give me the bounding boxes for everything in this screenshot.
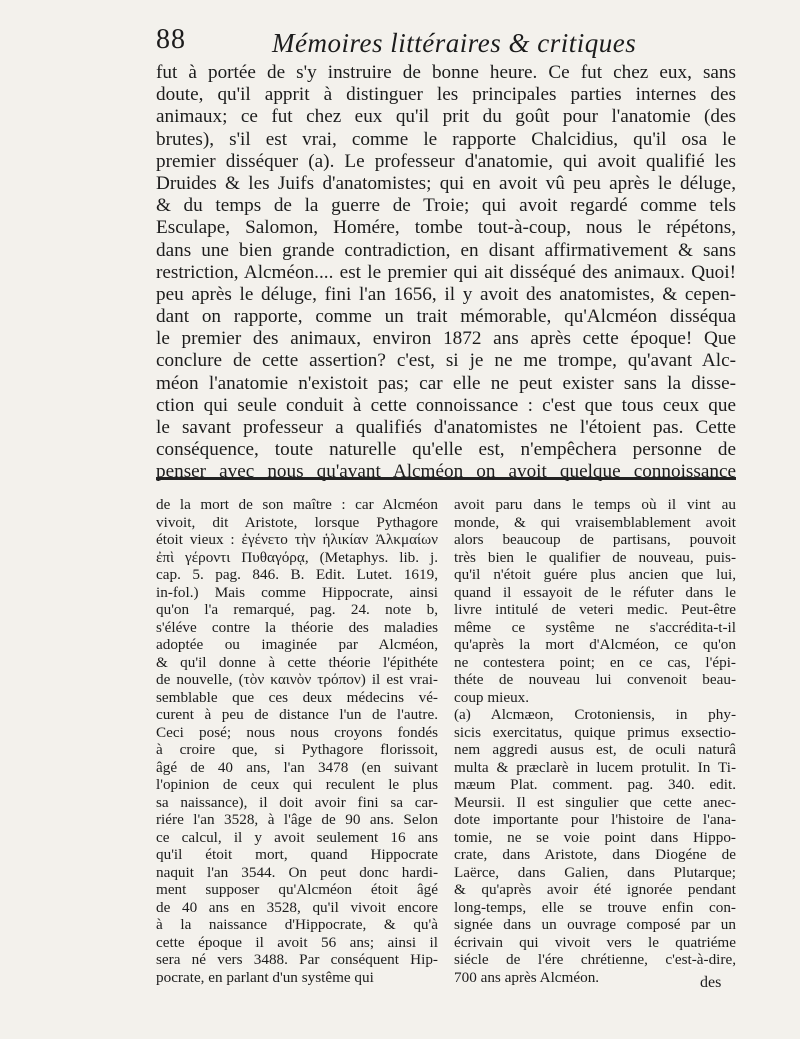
- footnote-line: à la naissance d'Hippocrate, & qu'à: [156, 916, 438, 933]
- footnote-line: nem aggredi ausus est, de oculi naturâ: [454, 741, 736, 758]
- main-text-line: dans une bien grande contradiction, en disant affirmativement & sans: [156, 239, 736, 261]
- main-text-line: animaux; ce fut chez eux qu'il prit du goût pour l'anatomie (des: [156, 106, 736, 128]
- footnote-line: de nouvelle, (τὸν καινὸν τρόπον) il est vrai-: [156, 671, 438, 688]
- footnote-line: écrivain qui vivoit vers le quatriéme: [454, 933, 736, 951]
- footnote-line: in-fol.) Mais comme Hippocrate, ainsi: [156, 583, 438, 601]
- footnote-line: sa naissance), il doit avoir fini sa car-: [156, 793, 438, 811]
- footnote-line: sicis exercitatus, quique primus exsectio-: [454, 723, 736, 741]
- main-text-line: le premier des animaux, environ 1872 ans après cette époque! Que: [156, 328, 736, 350]
- footnote-line: qu'après la mort d'Alcméon, ce qu'on: [454, 636, 736, 653]
- main-text-line: méon l'anatomie n'existoit pas; car elle ne peut exister sans la disse-: [156, 372, 736, 394]
- footnote-line: qu'il étoit mort, quand Hippocrate: [156, 846, 438, 863]
- footnote-line: alors beaucoup de partisans, pouvoit: [454, 531, 736, 548]
- main-text-line: doute, qu'il apprit à distinguer les principales parties internes des: [156, 84, 736, 106]
- footnote-line: & qu'il donne à cette théorie l'épithéte: [156, 653, 438, 671]
- footnote-column-left: [156, 496, 438, 986]
- footnote-line: Ceci posé; nous nous croyons fondés: [156, 723, 438, 741]
- footnote-line: avoit paru dans le temps où il vint au: [454, 496, 736, 513]
- footnote-line: pocrate, en parlant d'un systême qui: [156, 968, 374, 986]
- footnote-line: & qu'après avoir été ignorée pendant: [454, 881, 736, 898]
- footnote-line: à croire que, si Pythagore florissoit,: [156, 741, 438, 758]
- footnote-line: dote importante pour l'histoire de l'ana-: [454, 811, 736, 828]
- footnote-line: adoptée ou imaginée par Alcméon,: [156, 636, 438, 653]
- main-text-line: Esculape, Salomon, Homére, tombe tout-à-coup, nous le répétons,: [156, 217, 736, 239]
- main-text-line: premier disséquer (a). Le professeur d'anatomie, qui avoit qualifié les: [156, 150, 736, 172]
- footnote-line: de 40 ans en 3528, qu'il vivoit encore: [156, 898, 438, 916]
- footnote-line: même ce systême ne s'accrédita-t-il: [454, 618, 736, 636]
- footnote-line: curent à peu de distance l'un de l'autre.: [156, 706, 438, 723]
- footnote-line: s'éléve contre la théorie des maladies: [156, 618, 438, 636]
- main-text-line: fut à portée de s'y instruire de bonne heure. Ce fut chez eux, sans: [156, 62, 736, 83]
- footnote-line: Laërce, dans Galien, dans Plutarque;: [454, 863, 736, 881]
- footnote-line: qu'il n'étoit guére plus ancien que lui,: [454, 566, 736, 583]
- footnote-line: crate, dans Aristote, dans Diogéne de: [454, 846, 736, 863]
- main-text-line: & du temps de la guerre de Troie; qui avoit regardé comme tels: [156, 195, 736, 217]
- footnote-line: cette époque il avoit 56 ans; ainsi il: [156, 933, 438, 951]
- footnote-divider: [156, 477, 736, 480]
- footnote-line: (a) Alcmæon, Crotoniensis, in phy-: [454, 706, 736, 723]
- main-text-line: brutes), s'il est vrai, comme le rapporte Chalcidius, qu'il osa le: [156, 128, 736, 150]
- main-text-line: dant on rapporte, comme un trait mémorable, qu'Alcméon disséqua: [156, 306, 736, 328]
- main-text: [156, 62, 736, 484]
- main-text-line: conséquence, toute naturelle qu'elle est, n'empêchera personne de: [156, 439, 736, 461]
- footnote-line: naquit l'an 3544. On peut donc hardi-: [156, 863, 438, 881]
- footnote-line: monde, & qui vraisemblablement avoit: [454, 513, 736, 531]
- footnote-line: ἐπὶ γέροντι Πυθαγόρᾳ, (Metaphys. lib. j.: [156, 548, 438, 566]
- main-text-line: ction qui seule conduit à cette connoissance : c'est que tous ceux que: [156, 394, 736, 416]
- footnote-line: vivoit, dit Aristote, lorsque Pythagore: [156, 513, 438, 531]
- running-title: Mémoires littéraires & critiques: [272, 28, 637, 58]
- page-number: 88: [156, 24, 186, 55]
- footnote-line: très bien le qualifier de nouveau, puis-: [454, 548, 736, 566]
- footnote-line: de la mort de son maître : car Alcméon: [156, 496, 438, 513]
- footnote-line: Meursii. Il est singulier que cette anec-: [454, 793, 736, 811]
- footnote-line: ment supposer qu'Alcméon étoit âgé: [156, 881, 438, 898]
- footnote-column-right: [454, 496, 736, 986]
- footnote-line: signée dans un ouvrage composé par un: [454, 916, 736, 933]
- footnote-line: âgé de 40 ans, l'an 3478 (en suivant: [156, 758, 438, 776]
- footnote-line: cap. 5. pag. 846. B. Edit. Lutet. 1619,: [156, 566, 438, 583]
- footnote-line: ce calcul, il y avoit seulement 16 ans: [156, 828, 438, 846]
- footnote-line: long-temps, elle se trouve enfin con-: [454, 898, 736, 916]
- footnote-line: siécle de l'ére chrétienne, c'est-à-dire,: [454, 951, 736, 968]
- footnote-line: mæum Plat. comment. pag. 340. edit.: [454, 776, 736, 793]
- footnote-line: multa & præclarè in lucem protulit. In Ti-: [454, 758, 736, 776]
- main-text-line: conclure de cette assertion? c'est, si je ne me trompe, qu'avant Alc-: [156, 350, 736, 372]
- main-text-line: peu après le déluge, fini l'an 1656, il y avoit des anatomistes, & cepen-: [156, 283, 736, 305]
- footnote-line: riére l'an 3528, à l'âge de 90 ans. Selon: [156, 811, 438, 828]
- footnote-line: qu'on l'a remarqué, pag. 24. note b,: [156, 601, 438, 618]
- footnote-line: livre intitulé de veteri medic. Peut-être: [454, 601, 736, 618]
- footnote-line: tomie, ne se voie point dans Hippo-: [454, 828, 736, 846]
- footnote-line: l'opinion de ceux qui reculent le plus: [156, 776, 438, 793]
- footnote-line: étoit vieux : ἐγένετο τὴν ἡλικίαν Ἀλκμαίων: [156, 531, 438, 548]
- footnote-line: 700 ans après Alcméon.: [454, 968, 600, 986]
- footnote-line: semblable que ces deux médecins vé-: [156, 688, 438, 706]
- catchword: des: [700, 974, 722, 991]
- main-text-line: le savant professeur a qualifiés d'anatomistes ne l'étoient pas. Cette: [156, 417, 736, 438]
- main-text-line: penser avec nous qu'avant Alcméon on avoit quelque connoissance: [156, 461, 736, 483]
- footnote-line: théte de nouveau lui convenoit beau-: [454, 671, 736, 688]
- main-text-line: restriction, Alcméon.... est le premier qui ait disséqué des animaux. Quoi!: [156, 261, 736, 283]
- main-text-line: Druides & les Juifs d'anatomistes; qui en avoit vû peu après le déluge,: [156, 172, 736, 194]
- footnote-line: ne contestera point; en ce cas, l'épi-: [454, 653, 736, 671]
- footnote-line: coup mieux.: [454, 688, 530, 706]
- footnote-line: quand il essayoit de le réfuter dans le: [454, 583, 736, 601]
- footnote-line: sera né vers 3488. Par conséquent Hip-: [156, 951, 438, 968]
